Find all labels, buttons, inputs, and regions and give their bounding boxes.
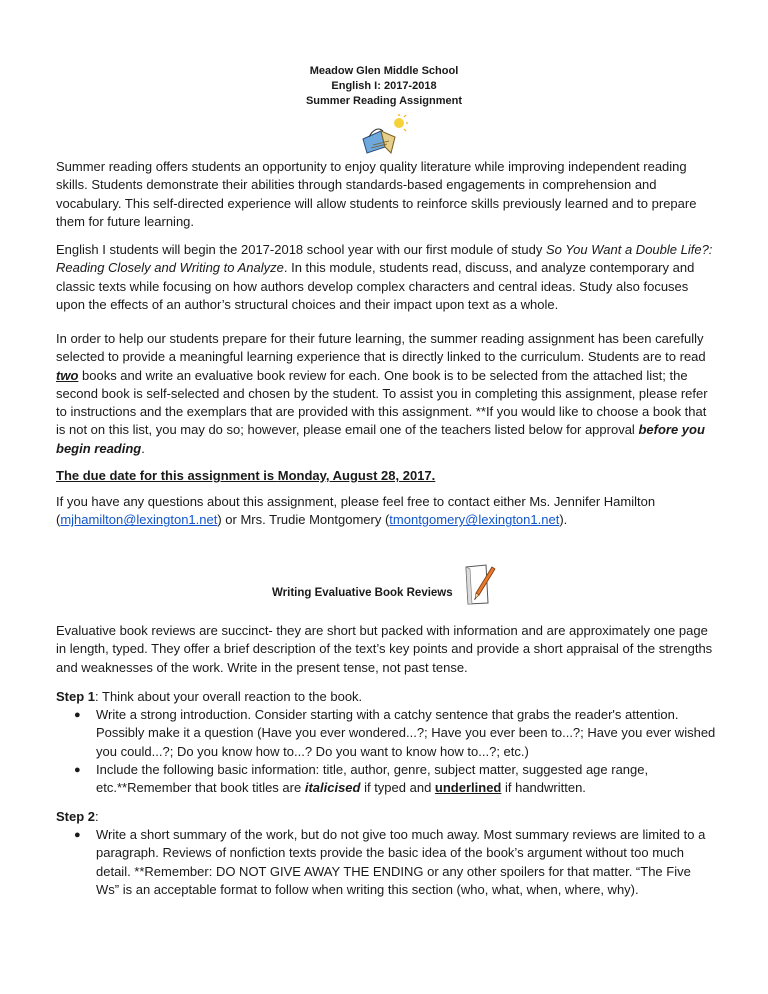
section-intro: Evaluative book reviews are succinct- they are short but packed with information and are approximately one page in length, typed. They offer a brief description of the text’s key points and provide a short appraisal of the strengths and weaknesses of the work. Write in the present tense, not past tense. (56, 623, 713, 675)
section-title: Writing Evaluative Book Reviews (272, 587, 453, 599)
step1-bullet-basic-info: Include the following basic information: title, author, genre, subject matter, suggested age range, etc.**Remember that book titles are italicised if typed and underlined if handwritten. (96, 762, 649, 796)
module-title: So You Want a Double Life?: Reading Closely and Writing to Analyze (56, 242, 713, 276)
school-name: Meadow Glen Middle School (309, 65, 459, 77)
contact-paragraph: If you have any questions about this assignment, please feel free to contact either Ms. Jennifer Hamilton (mjhamilton@lexington1.net) or Mrs. Trudie Montgomery (tmontgomery@lexington1.net). (56, 494, 656, 528)
before-reading-emphasis: before you begin reading (56, 422, 705, 456)
bullet-icon: ● (74, 829, 81, 841)
course-title: English I: 2017-2018 (331, 80, 437, 92)
two-emphasis: two (56, 367, 79, 383)
email-link-montgomery[interactable]: tmontgomery@lexington1.net (389, 512, 560, 528)
step1-bullet-introduction: Write a strong introduction. Consider starting with a catchy sentence that grabs the reader's attention. Possibly make it a question (Have you ever wondered...?; Have you ever been to...?; Have you ever wished you could...?; Do you know how to...? Do you want to know how to...?; etc.) (96, 707, 716, 759)
due-date: Monday, August 28, 2017. (277, 468, 436, 483)
module-paragraph: English I students will begin the 2017-2018 school year with our first module of study So You Want a Double Life?: Reading Closely and Writing to Analyze. In this module, students read, discuss, and analyze contemporary and classic texts while focusing on how authors develop complex characters and central ideas. Study also focuses upon the effects of an author’s structural choices and their impact upon text as a whole. (56, 242, 713, 312)
email-link-hamilton[interactable]: mjhamilton@lexington1.net (60, 512, 218, 528)
step2-bullet-summary: Write a short summary of the work, but do not give too much away. Most summary reviews are limited to a paragraph. Reviews of nonfiction texts provide the basic idea of the book’s argument without too much detail. **Remember: DO NOT GIVE AWAY THE ENDING or any other spoilers for that matter. “The Five Ws” is an acceptable format to follow when writing this section (who, what, when, where, why). (96, 827, 706, 897)
paper-pencil-icon (464, 563, 496, 605)
step1-label: Step 1 (56, 689, 96, 704)
bullet-icon: ● (74, 764, 81, 776)
step2-heading: Step 2: (56, 809, 99, 824)
step2-label: Step 2 (56, 809, 96, 824)
document-header (0, 64, 768, 109)
due-date-line: The due date for this assignment is Monday, August 28, 2017. (56, 468, 436, 483)
assignment-title: Summer Reading Assignment (305, 95, 463, 107)
bullet-icon: ● (74, 709, 81, 721)
step1-heading: Step 1: Think about your overall reaction to the book. (56, 689, 363, 704)
assignment-paragraph: In order to help our students prepare for their future learning, the summer reading assignment has been carefully selected to provide a meaningful learning experience that is directly linked to the curriculum. Students are to read two books and write an evaluative book review for each. One book is to be selected from the attached list; the second book is self-selected and chosen by the student. To assist you in completing this assignment, please refer to instructions and the exemplars that are provided with this assignment. **If you would like to choose a book that is not on this list, you may do so; however, please email one of the teachers listed below for approval before you begin reading. (56, 331, 708, 456)
book-reading-clipart-icon (359, 113, 409, 157)
intro-paragraph: Summer reading offers students an opportunity to enjoy quality literature while improving independent reading skills. Students demonstrate their abilities through standards-based engagements in comprehension and vocabulary. This self-directed experience will allow students to reinforce skills previously learned and to prepare them for future learning. (56, 159, 697, 229)
